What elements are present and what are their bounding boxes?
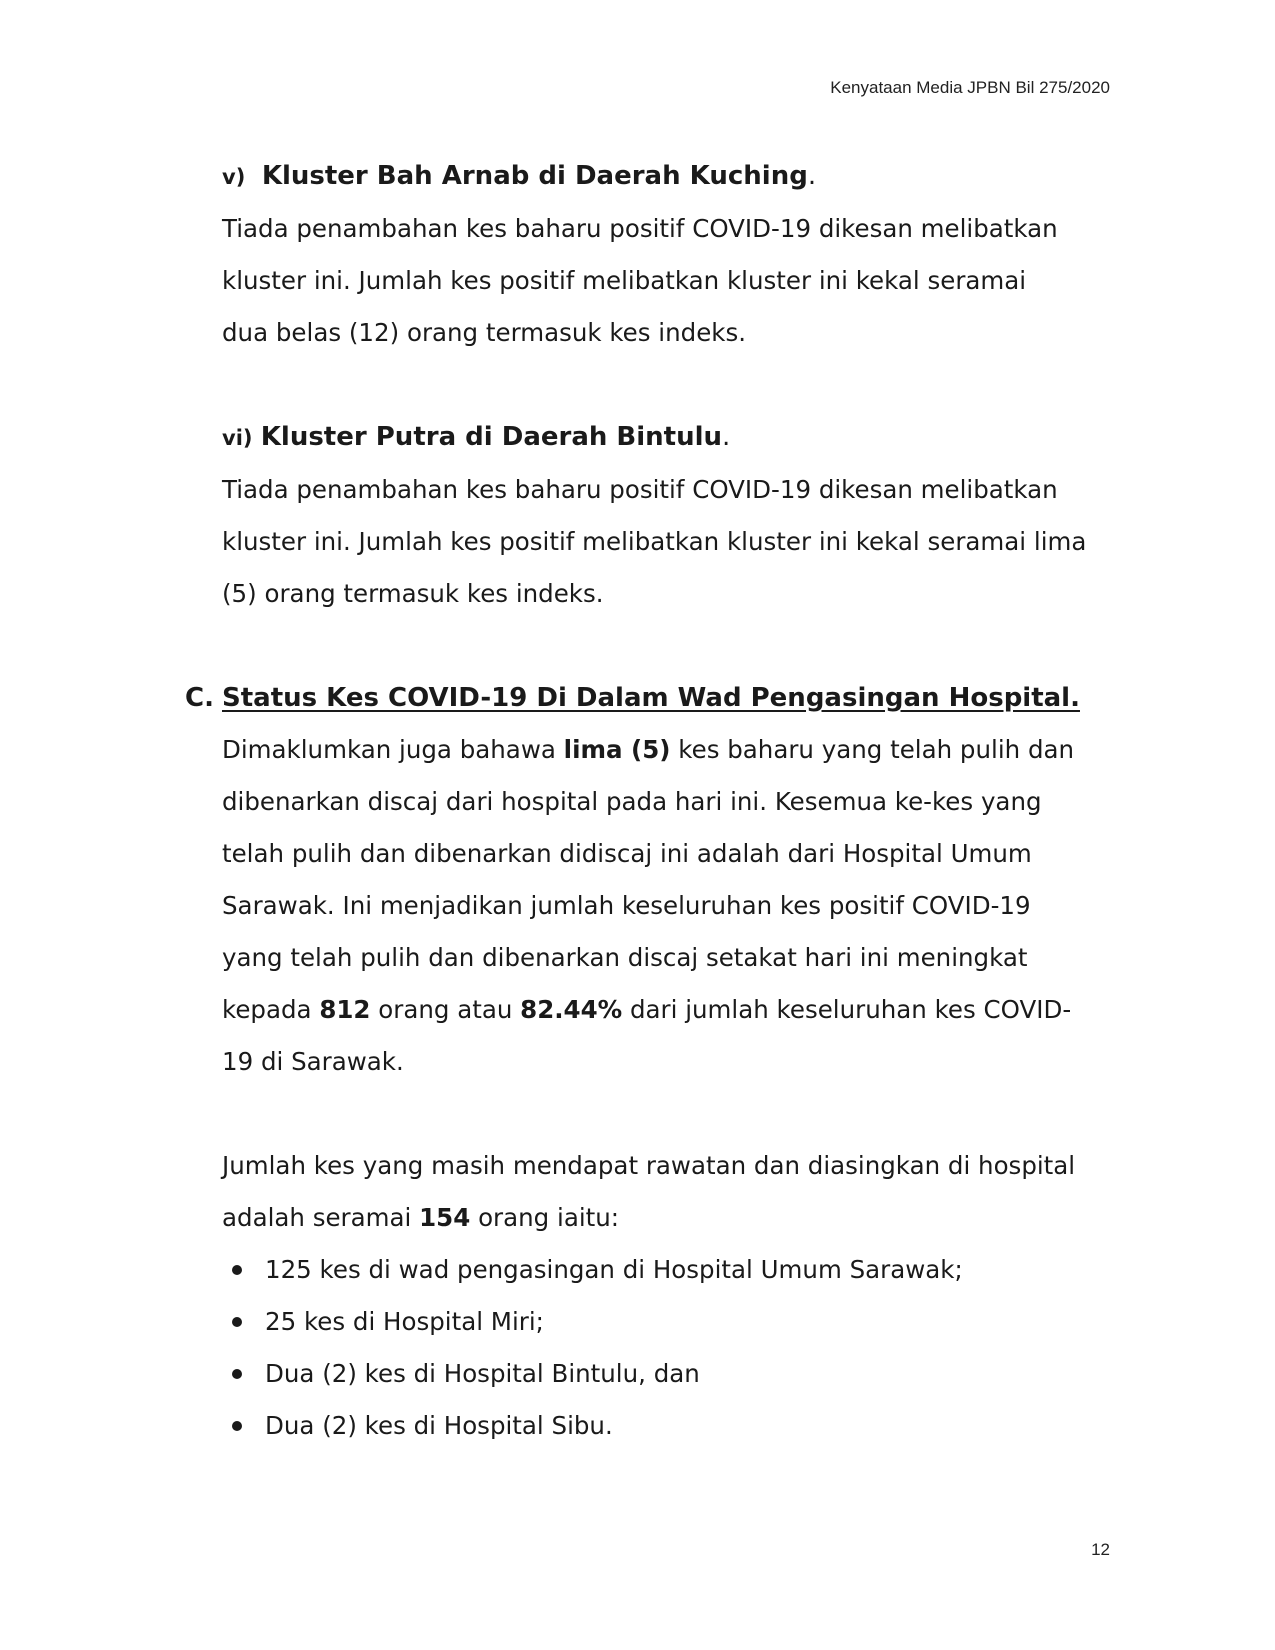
hospital-breakdown-list	[222, 1244, 1110, 1452]
discharge-line: dibenarkan discaj dari hospital pada hari ini. Kesemua ke-kes yang	[222, 787, 1042, 816]
cluster-v-line: kluster ini. Jumlah kes positif melibatkan kluster ini kekal seramai	[222, 266, 1027, 295]
cluster-vi-line: Tiada penambahan kes baharu positif COVID-19 dikesan melibatkan	[222, 475, 1058, 504]
cluster-vi-paragraph	[222, 464, 1110, 620]
document-body	[185, 150, 1110, 1452]
section-c-title: Status Kes COVID-19 Di Dalam Wad Pengasingan Hospital.	[222, 683, 1080, 713]
cluster-v-title: Kluster Bah Arnab di Daerah Kuching	[261, 161, 808, 191]
cluster-v-heading	[222, 150, 1110, 203]
page-number: 12	[1091, 1540, 1110, 1559]
hospitalised-count: 154	[419, 1203, 471, 1232]
cluster-v-period: .	[807, 161, 817, 191]
cluster-vi-title: Kluster Putra di Daerah Bintulu	[260, 422, 723, 452]
cluster-vi-heading	[222, 411, 1110, 464]
discharge-line: yang telah pulih dan dibenarkan discaj setakat hari ini meningkat	[222, 943, 1028, 972]
hospitalised-paragraph	[222, 1140, 1110, 1244]
list-item: Dua (2) kes di Hospital Bintulu, dan	[222, 1348, 1110, 1400]
hospitalised-line: Jumlah kes yang masih mendapat rawatan dan diasingkan di hospital	[222, 1151, 1076, 1180]
cluster-v-number: v)	[222, 165, 246, 189]
discharge-line: Dimaklumkan juga bahawa lima (5) kes baharu yang telah pulih dan	[222, 735, 1075, 764]
discharge-paragraph	[222, 724, 1110, 1088]
cluster-vi-line: (5) orang termasuk kes indeks.	[222, 579, 604, 608]
cluster-v-line: dua belas (12) orang termasuk kes indeks.	[222, 318, 747, 347]
hospitalised-line: adalah seramai 154 orang iaitu:	[222, 1203, 620, 1232]
recovered-today-count: lima (5)	[563, 735, 671, 764]
discharge-line: Sarawak. Ini menjadikan jumlah keseluruhan kes positif COVID-19	[222, 891, 1031, 920]
recovery-percentage: 82.44%	[520, 995, 623, 1024]
bullet-icon	[232, 1421, 242, 1431]
document-reference: Kenyataan Media JPBN Bil 275/2020	[830, 78, 1110, 97]
section-c-letter: C.	[185, 683, 214, 713]
cluster-vi-period: .	[722, 422, 731, 452]
cluster-v-paragraph	[222, 203, 1110, 359]
bullet-icon	[232, 1369, 242, 1379]
total-recovered-count: 812	[319, 995, 371, 1024]
section-c-heading	[185, 672, 1110, 724]
cluster-vi-line: kluster ini. Jumlah kes positif melibatkan kluster ini kekal seramai lima	[222, 527, 1087, 556]
list-item: 125 kes di wad pengasingan di Hospital Umum Sarawak;	[222, 1244, 1110, 1296]
list-item: 25 kes di Hospital Miri;	[222, 1296, 1110, 1348]
cluster-vi-number: vi)	[222, 426, 253, 450]
cluster-v-line: Tiada penambahan kes baharu positif COVID-19 dikesan melibatkan	[222, 214, 1058, 243]
discharge-line: 19 di Sarawak.	[222, 1047, 404, 1076]
discharge-line: kepada 812 orang atau 82.44% dari jumlah keseluruhan kes COVID-	[222, 995, 1072, 1024]
discharge-line: telah pulih dan dibenarkan didiscaj ini adalah dari Hospital Umum	[222, 839, 1032, 868]
bullet-icon	[232, 1317, 242, 1327]
list-item: Dua (2) kes di Hospital Sibu.	[222, 1400, 1110, 1452]
bullet-icon	[232, 1265, 242, 1275]
